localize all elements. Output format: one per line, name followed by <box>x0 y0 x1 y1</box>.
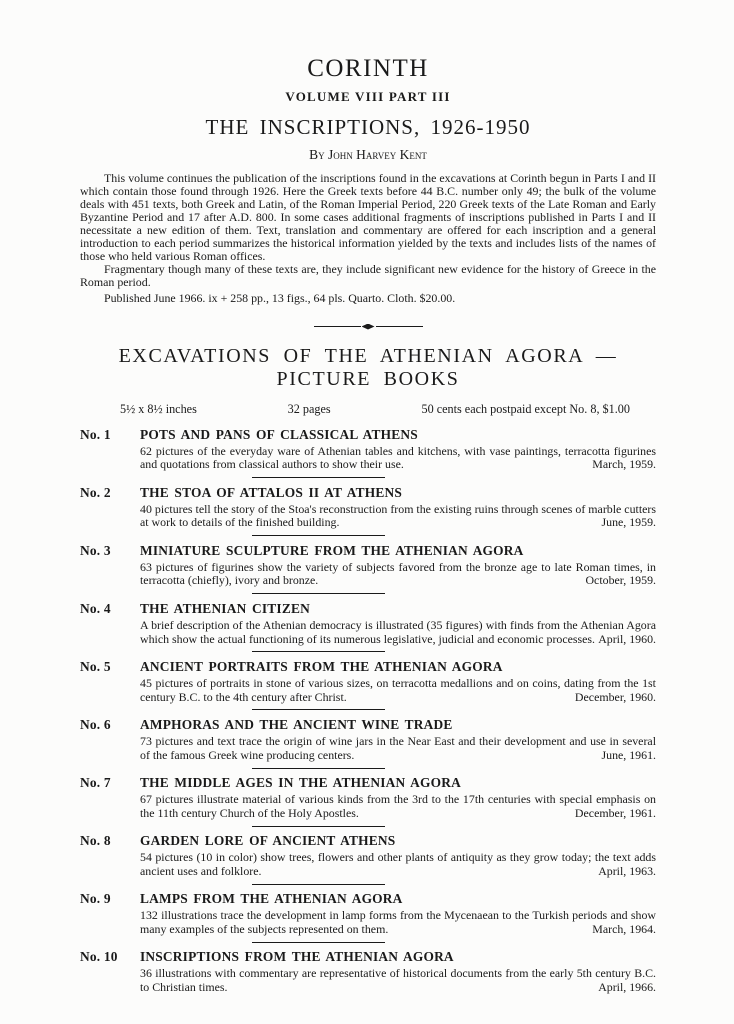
entry-title: THE STOA OF ATTALOS II AT ATHENS <box>140 484 402 500</box>
entry-body <box>140 851 656 879</box>
entry-body <box>140 735 656 763</box>
picture-book-list <box>80 427 656 995</box>
entry-number: No. 1 <box>80 426 111 442</box>
picture-book-entry <box>80 717 656 769</box>
entry-separator <box>252 942 385 943</box>
meta-price: 50 cents each postpaid except No. 8, $1.00 <box>421 401 630 416</box>
entry-date: December, 1960. <box>574 689 656 704</box>
meta-pages: 32 pages <box>287 401 331 416</box>
book-title: THE INSCRIPTIONS, 1926-1950 <box>205 115 531 139</box>
entry-title: LAMPS FROM THE ATHENIAN AGORA <box>140 891 403 907</box>
entry-number: No. 8 <box>80 833 111 849</box>
publication-line: Published June 1966. ix + 258 pp., 13 figs., 64 pls. Quarto. Cloth. $20.00. <box>104 290 456 305</box>
meta-size: 5½ x 8½ inches <box>120 401 197 416</box>
entry-title: THE MIDDLE AGES IN THE ATHENIAN AGORA <box>140 775 462 791</box>
entry-body <box>140 561 656 589</box>
diamond-ornament-icon <box>362 324 375 330</box>
entry-separator <box>252 593 385 594</box>
entry-description: 40 pictures tell the story of the Stoa's reconstruction from the existing ruins through scenes of marble cutters at work to details of the finished building. June, 1959. <box>140 501 656 530</box>
entry-date: October, 1959. <box>585 573 656 588</box>
intro-paragraph: Fragmentary though many of these texts are, they include significant new evidence for the history of Greece in the Roman period. <box>80 262 656 289</box>
entry-title: POTS AND PANS OF CLASSICAL ATHENS <box>140 426 418 442</box>
entry-heading <box>80 601 656 617</box>
entry-description: 67 pictures illustrate material of various kinds from the 3rd to the 17th centuries with special emphasis on the 11th century Church of the Holy Apostles. December, 1961. <box>140 792 656 820</box>
entry-title: THE ATHENIAN CITIZEN <box>140 600 310 616</box>
picture-book-entry <box>80 891 656 943</box>
entry-date: March, 1964. <box>592 922 656 937</box>
entry-date: April, 1966. <box>598 980 656 995</box>
entry-heading <box>80 659 656 675</box>
picture-book-entry <box>80 833 656 885</box>
entry-body <box>140 445 656 473</box>
picture-book-entry <box>80 659 656 711</box>
book-summary <box>80 172 656 289</box>
entry-heading <box>80 949 656 965</box>
section-heading: EXCAVATIONS OF THE ATHENIAN AGORA — PICTURE BOOKS <box>118 344 618 390</box>
entry-number: No. 2 <box>80 484 111 500</box>
entry-date: April, 1960. <box>598 631 656 646</box>
entry-separator <box>252 826 385 827</box>
entry-separator <box>252 651 385 652</box>
divider-line <box>376 326 423 327</box>
entry-description: 132 illustrations trace the development in lamp forms from the Mycenaean to the Turkish periods and show many examples of the subjects represented on them. March, 1964. <box>140 908 656 937</box>
book-volume-part: VOLUME VIII PART III <box>285 89 451 104</box>
entry-title: GARDEN LORE OF ANCIENT ATHENS <box>140 833 396 849</box>
picture-book-entry <box>80 427 656 479</box>
entry-title: ANCIENT PORTRAITS FROM THE ATHENIAN AGORA <box>140 658 503 674</box>
picture-book-entry <box>80 775 656 827</box>
entry-heading <box>80 775 656 791</box>
entry-date: December, 1961. <box>574 805 656 820</box>
entry-separator <box>252 477 385 478</box>
intro-paragraph: This volume continues the publication of the inscriptions found in the excavations at Corinth begun in Parts I and II which contain those found through 1926. Here the Greek texts before 44 B.C. number only 49; the bulk of the volume deals with 451 texts, both Greek and Latin, of the Roman Imperial Period, 220 Greek texts of the Late Roman and Early Byzantine Period and 17 after A.D. 800. In some cases additional fragments of inscriptions published in Parts I and II necessitate a new edition of them. Text, translation and commentary are offered for each inscription and a general introduction to each period summarizes the historical information yielded by the texts and includes lists of the names of those who held various Roman offices. <box>80 171 656 263</box>
entry-date: April, 1963. <box>598 863 656 878</box>
entry-number: No. 7 <box>80 775 111 791</box>
entry-body <box>140 677 656 705</box>
entry-title: INSCRIPTIONS FROM THE ATHENIAN AGORA <box>140 949 454 965</box>
section-meta-row <box>80 402 656 416</box>
entry-separator <box>252 884 385 885</box>
entry-number: No. 10 <box>80 949 118 965</box>
entry-description: 62 pictures of the everyday ware of Athenian tables and kitchens, with vase paintings, terracotta figurines and quotations from classical authors to show their use. March, 1959. <box>140 443 656 472</box>
entry-body <box>140 793 656 821</box>
entry-date: June, 1959. <box>601 515 656 530</box>
entry-number: No. 5 <box>80 658 111 674</box>
picture-book-entry <box>80 543 656 595</box>
entry-description: 54 pictures (10 in color) show trees, flowers and other plants of antiquity as they grow today; the text adds ancient uses and folklore. April, 1963. <box>140 850 656 878</box>
entry-number: No. 6 <box>80 716 111 732</box>
picture-book-entry <box>80 949 656 995</box>
entry-date: June, 1961. <box>601 747 656 762</box>
picture-book-entry <box>80 485 656 537</box>
entry-date: March, 1959. <box>592 457 656 472</box>
book-byline: By John Harvey Kent <box>309 147 427 162</box>
entry-number: No. 3 <box>80 542 111 558</box>
entry-heading <box>80 717 656 733</box>
entry-separator <box>252 535 385 536</box>
entry-heading <box>80 485 656 501</box>
entry-heading <box>80 891 656 907</box>
entry-separator <box>252 709 385 710</box>
entry-description: 45 pictures of portraits in stone of various sizes, on terracotta medallions and on coins, dating from the 1st century B.C. to the 4th century after Christ. December, 1960. <box>140 675 656 704</box>
entry-body <box>140 503 656 531</box>
entry-description: 36 illustrations with commentary are representative of historical documents from the early 5th century B.C. to Christian times. April, 1966. <box>140 966 656 995</box>
entry-heading <box>80 543 656 559</box>
entry-title: AMPHORAS AND THE ANCIENT WINE TRADE <box>140 716 453 732</box>
picture-book-entry <box>80 601 656 653</box>
entry-title: MINIATURE SCULPTURE FROM THE ATHENIAN AGORA <box>140 542 524 558</box>
entry-heading <box>80 833 656 849</box>
section-divider <box>80 324 656 330</box>
entry-body <box>140 909 656 937</box>
entry-heading <box>80 427 656 443</box>
entry-description: 63 pictures of figurines show the variety of subjects favored from the bronze age to late Roman times, in terracotta (chiefly), ivory and bronze. October, 1959. <box>140 559 656 588</box>
entry-body <box>140 967 656 995</box>
entry-body <box>140 619 656 647</box>
entry-separator <box>252 768 385 769</box>
entry-number: No. 9 <box>80 891 111 907</box>
entry-description: 73 pictures and text trace the origin of wine jars in the Near East and their development and use in several of the famous Greek wine producing centers. June, 1961. <box>140 733 656 762</box>
divider-line <box>314 326 361 327</box>
book-series-title: CORINTH <box>307 55 429 82</box>
entry-number: No. 4 <box>80 600 111 616</box>
entry-description: A brief description of the Athenian democracy is illustrated (35 figures) with finds from the Athenian Agora which show the actual functioning of its numerous legislative, judicial and economic processes. April, 1960. <box>140 617 656 646</box>
